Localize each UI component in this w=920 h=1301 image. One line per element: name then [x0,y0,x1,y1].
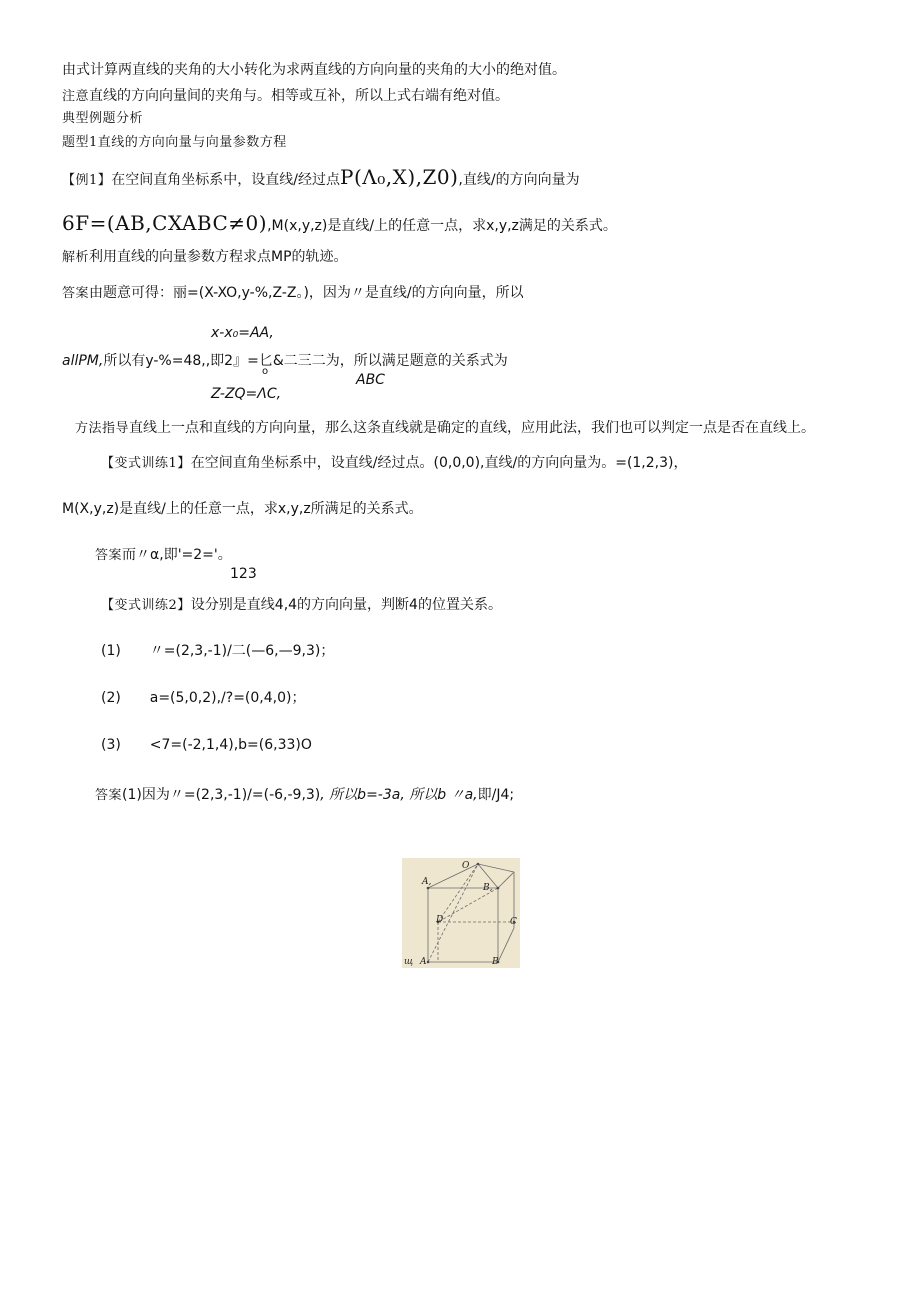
answer-1-line [62,284,524,303]
equation-middle-line [62,352,508,371]
label-o: O [462,861,470,871]
direction-vector-line [62,210,617,237]
item-1-line [101,642,334,661]
text-line-2 [62,87,509,106]
equation-small-mark: o [262,366,269,377]
method-guide-tag: 方法指导 [75,421,130,436]
example-1-text-c: ,直线/的方向向量为 [458,172,580,188]
analysis-text: 利用直线的向量参数方程求点MP的轨迹。 [89,249,348,265]
answer-1-text: 由题意可得：丽=(X-XO,y-%,Z-Z。)，因为〃是直线/的方向向量，所以 [89,285,524,301]
answer-3-text-a: (1)因为〃=(2,3,-1)/=(-6,-9,3) [122,787,321,803]
cube-drawing [402,858,520,968]
variant-1-text: 在空间直角坐标系中，设直线/经过点。(0,0,0),直线/的方向向量为。=(1,2,3)， [190,455,688,471]
cube-figure [402,858,520,968]
example-1-tag: 【例1】 [62,173,112,188]
variant-1-tag: 【变式训练1】 [101,456,191,471]
line-1-text: 由式计算两直线的夹角的大小转化为求两直线的方向向量的夹角的大小的绝对值。 [62,62,566,78]
item-1-text: 〃=(2,3,-1)/二(—6,—9,3)； [149,643,335,659]
answer-2-tag: 答案 [95,548,123,563]
item-2-line [101,689,305,708]
equation-denominator: ABC [356,372,385,388]
label-c: C [510,917,517,927]
item-2-number: (2) [101,690,121,706]
label-a1: A, [422,877,432,887]
answer-3-text-b: , 所以b=-3a, 所以b 〃a, [320,787,478,803]
variant-2-line [101,596,502,615]
answer-3-line [95,786,514,805]
equation-z: Z-ZQ=ΛC, [211,386,282,402]
topic-heading: 题型1直线的方向向量与向量参数方程 [62,135,287,150]
variant-1-continuation: M(X,y,z)是直线/上的任意一点，求x,y,z所满足的关系式。 [62,501,423,517]
label-d: D [436,915,444,925]
section-heading: 典型例题分析 [62,111,144,126]
item-2-text: a=(5,0,2),/?=(0,4,0)； [149,690,306,706]
example-1-line [62,164,580,191]
answer-3-text-c: 即/J4; [477,787,515,803]
item-1-number: (1) [101,643,121,659]
answer-3-tag: 答案 [95,788,123,803]
denominators-123: 123 [230,566,257,582]
example-1-text-a: 在空间直角坐标系中，设直线/经过点 [111,172,340,188]
label-b: B [492,957,499,967]
parallel-text: allPM, [62,353,104,369]
line-2-text: 直线的方向向量间的夹角与。相等或互补，所以上式右端有绝对值。 [89,88,510,104]
variant-2-text: 设分别是直线4,4的方向向量，判断4的位置关系。 [190,597,502,613]
equation-middle-text-c: =匕&二三二为，所以满足题意的关系式为 [247,353,508,369]
answer-2-text: 而〃α,即'=2='。 [122,547,232,563]
method-guide-line [75,419,815,438]
variant-1-line [101,454,688,473]
direction-vector-text: ,M(x,y,z)是直线/上的任意一点，求x,y,z满足的关系式。 [267,218,617,234]
label-corner: щ [404,957,414,967]
equation-x: x-x₀=AA, [211,325,274,341]
item-3-line [101,736,312,755]
equation-middle-text-b: 所以有y-%=48,,即2』 [103,353,248,369]
item-3-number: (3) [101,737,121,753]
answer-1-tag: 答案 [62,286,90,301]
text-line-1 [62,61,566,80]
direction-vector-formula: 6F=(AB,CXABC≠0) [62,211,268,235]
label-b1: B, [483,883,493,893]
label-a: A [420,957,427,967]
item-3-text: <7=(-2,1,4),b=(6,33)O [149,737,312,753]
variant-2-tag: 【变式训练2】 [101,598,191,613]
example-1-point: P(Λ₀,X),Z0) [340,165,459,189]
answer-2-line [95,546,232,565]
analysis-tag: 解析 [62,250,90,265]
note-tag: 注意 [62,89,90,104]
analysis-line [62,248,348,267]
method-guide-text: 直线上一点和直线的方向向量，那么这条直线就是确定的直线，应用此法，我们也可以判定一点是否在直线上。 [129,420,816,436]
